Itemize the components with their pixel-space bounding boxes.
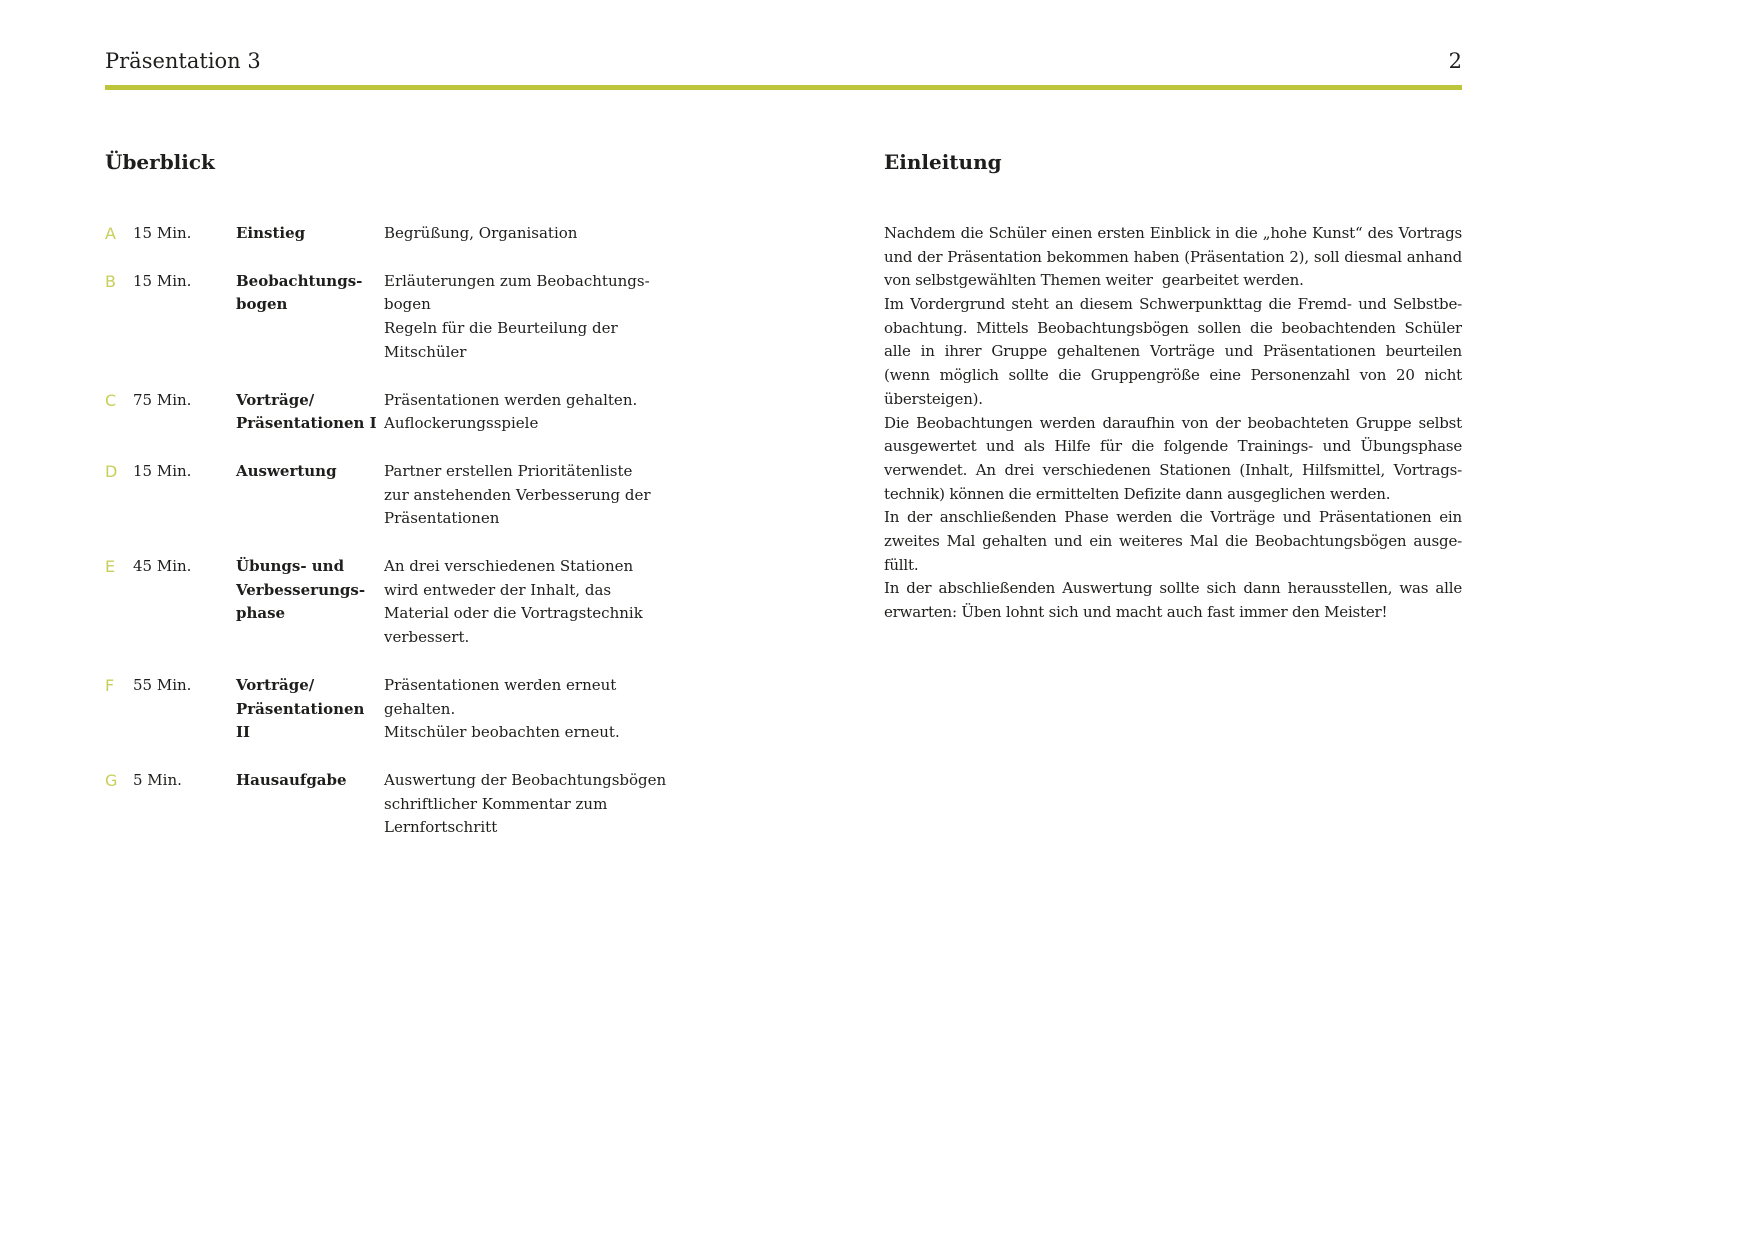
overview-row: [105, 389, 884, 436]
row-letter: C: [105, 390, 117, 410]
introduction-heading: Einleitung: [884, 150, 1002, 174]
overview-row: [105, 460, 884, 531]
paragraph-line: technik) können die ermittelten Defizite dann ausgeglichen werden.: [884, 484, 1391, 503]
description-line: wird entweder der Inhalt, das: [384, 580, 612, 599]
phase-line: Auswertung: [236, 461, 337, 480]
description-line: schriftlicher Kommentar zum: [384, 794, 608, 813]
overview-column: [105, 149, 884, 864]
phase-line: Einstieg: [236, 224, 306, 242]
paragraph-line: verwendet. An drei verschiedenen Stationen (Inhalt, Hilfsmittel, Vortrags-: [884, 460, 1462, 479]
row-description: [384, 460, 884, 531]
description-line: Lernfortschritt: [384, 818, 498, 837]
description-line: Auswertung der Beobachtungsbögen: [384, 770, 667, 789]
row-duration: 5 Min.: [133, 770, 182, 789]
row-duration: 15 Min.: [133, 271, 192, 290]
row-description: [384, 555, 884, 650]
paragraph-line: und der Präsentation bekommen haben (Präsentation 2), soll diesmal anhand: [884, 247, 1462, 266]
description-line: bogen: [384, 295, 431, 314]
row-description: [384, 270, 884, 365]
phase-line: Hausaufgabe: [236, 770, 347, 789]
phase-line: Übungs- und: [236, 557, 345, 576]
phase-line: phase: [236, 604, 286, 623]
phase-line: Präsentationen I: [236, 414, 377, 433]
overview-row: [105, 769, 884, 840]
row-letter: D: [105, 461, 118, 481]
row-duration: 45 Min.: [133, 557, 192, 576]
paragraph-line: obachtung. Mittels Beobachtungsbögen sollen die beobachtenden Schüler: [884, 318, 1462, 337]
overview-row: [105, 674, 884, 745]
description-line: gehalten.: [384, 699, 456, 718]
row-phase-title: [236, 222, 384, 246]
description-line: Auflockerungsspiele: [384, 414, 539, 433]
row-description: [384, 674, 884, 745]
paragraph-line: ausgewertet und als Hilfe für die folgende Trainings- und Übungsphase: [884, 437, 1462, 456]
page-header: [105, 48, 1462, 74]
phase-line: Beobachtungs-: [236, 271, 363, 290]
row-duration: 55 Min.: [133, 675, 192, 694]
overview-heading: Überblick: [105, 150, 215, 174]
paragraph-line: Die Beobachtungen werden daraufhin von der beobachteten Gruppe selbst: [884, 413, 1462, 432]
page-title: Präsentation 3: [105, 49, 261, 73]
overview-table: [105, 222, 884, 840]
row-description: [384, 222, 884, 246]
content-columns: [105, 149, 1462, 864]
row-phase-title: [236, 769, 384, 840]
row-duration: 15 Min.: [133, 224, 192, 242]
phase-line: Präsentationen II: [236, 699, 365, 742]
paragraph-line: zweites Mal gehalten und ein weiteres Mal die Beobachtungsbögen ausge-: [884, 531, 1462, 550]
phase-line: bogen: [236, 295, 288, 314]
paragraph-line: Nachdem die Schüler einen ersten Einblick in die „hohe Kunst“ des Vortrags: [884, 224, 1462, 242]
description-line: Mitschüler: [384, 342, 467, 361]
paragraph-line: erwarten: Üben lohnt sich und macht auch fast immer den Meister!: [884, 603, 1388, 621]
description-line: Präsentationen werden erneut: [384, 675, 617, 694]
description-line: Partner erstellen Prioritätenliste: [384, 461, 633, 480]
description-line: Begrüßung, Organisation: [384, 224, 578, 242]
phase-line: Verbesserungs-: [236, 580, 366, 599]
row-letter: E: [105, 557, 116, 577]
row-letter: G: [105, 770, 118, 790]
description-line: Regeln für die Beurteilung der: [384, 319, 618, 338]
row-description: [384, 389, 884, 436]
phase-line: Vorträge/: [236, 675, 315, 694]
introduction-column: [884, 149, 1462, 864]
row-phase-title: [236, 555, 384, 650]
row-description: [384, 769, 884, 840]
paragraph-line: In der abschließenden Auswertung sollte sich dann herausstellen, was alle: [884, 579, 1462, 598]
paragraph-line: (wenn möglich sollte die Gruppengröße eine Personenzahl von 20 nicht: [884, 366, 1462, 385]
description-line: Erläuterungen zum Beobachtungs-: [384, 271, 650, 290]
row-duration: 75 Min.: [133, 390, 192, 409]
description-line: Präsentationen werden gehalten.: [384, 390, 638, 409]
phase-line: Vorträge/: [236, 390, 315, 409]
page-number: 2: [1448, 49, 1462, 73]
paragraph-line: Im Vordergrund steht an diesem Schwerpunkttag die Fremd- und Selbstbe-: [884, 295, 1462, 314]
paragraph-line: In der anschließenden Phase werden die Vorträge und Präsentationen ein: [884, 508, 1462, 527]
row-duration: 15 Min.: [133, 461, 192, 480]
description-line: zur anstehenden Verbesserung der: [384, 485, 651, 504]
description-line: Präsentationen: [384, 509, 500, 528]
paragraph-line: von selbstgewählten Themen weiter gearbeitet werden.: [884, 271, 1304, 290]
paragraph-line: füllt.: [884, 555, 919, 574]
description-line: Mitschüler beobachten erneut.: [384, 723, 620, 742]
row-letter: A: [105, 224, 116, 243]
overview-row: [105, 222, 884, 246]
row-phase-title: [236, 674, 384, 745]
introduction-text: [884, 222, 1462, 625]
row-letter: F: [105, 675, 115, 695]
row-phase-title: [236, 270, 384, 365]
row-phase-title: [236, 460, 384, 531]
description-line: An drei verschiedenen Stationen: [384, 557, 634, 576]
row-letter: B: [105, 271, 116, 291]
description-line: verbessert.: [384, 628, 470, 647]
overview-row: [105, 555, 884, 650]
header-rule: [105, 85, 1462, 90]
paragraph-line: alle in ihrer Gruppe gehaltenen Vorträge und Präsentationen beurteilen: [884, 342, 1462, 361]
row-phase-title: [236, 389, 384, 436]
paragraph-line: übersteigen).: [884, 389, 983, 408]
description-line: Material oder die Vortragstechnik: [384, 604, 643, 623]
overview-row: [105, 270, 884, 365]
